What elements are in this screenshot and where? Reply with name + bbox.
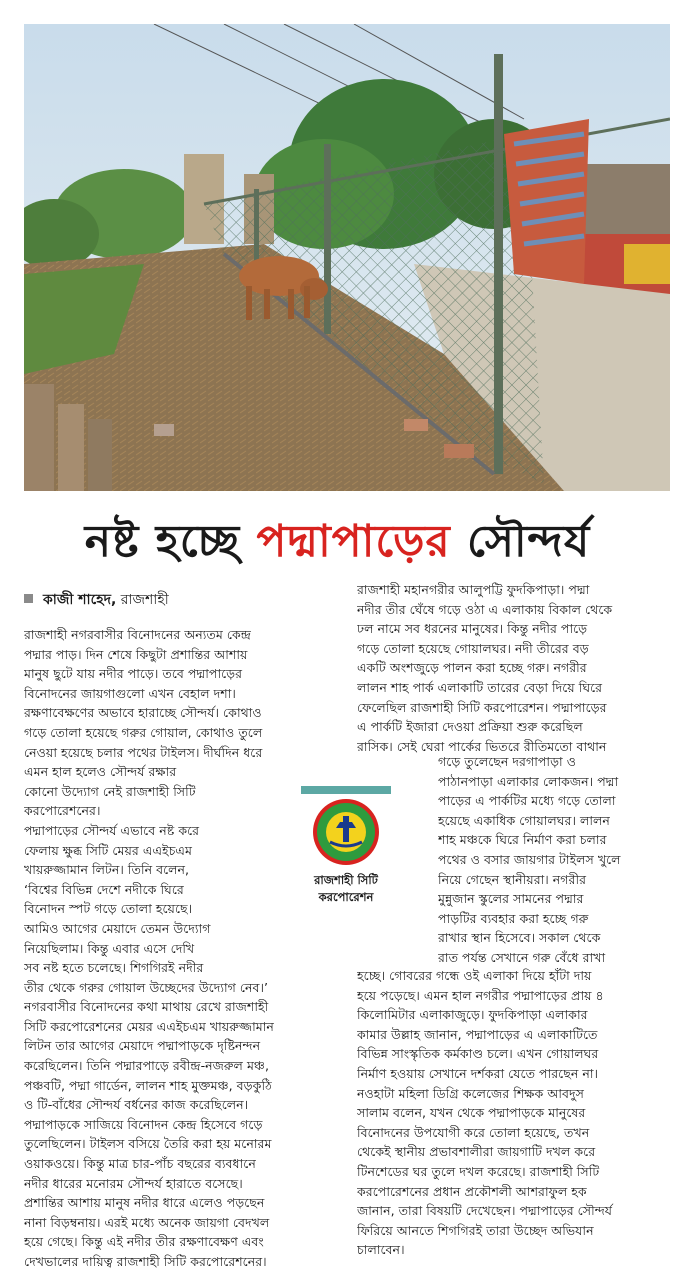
column1-line: রক্ষণাবেক্ষণের অভাবে হারাচ্ছে সৌন্দর্য। কোথাও [24, 705, 262, 721]
column1-line: মানুষ ছুটে যায় নদীর পাড়ে। তবে পদ্মাপাড়ের [24, 666, 243, 682]
column2-line: বিনোদনের উপযোগী করে তোলা হয়েছে, তখন [357, 1124, 590, 1140]
column1-line: নানা বিড়ম্বনায়। এরই মধ্যে অনেক জায়গা বেদখল [24, 1214, 270, 1230]
article-column-2-bottom [357, 966, 669, 1260]
column2-line: পাঠানপাড়া এলাকার লোকজন। পদ্মা [438, 773, 619, 789]
column1-line: দেখভালের দায়িত্ব রাজশাহী সিটি করপোরেশনের। [24, 1254, 267, 1269]
column1-line: সিটি করপোরেশনের মেয়র এএইচএম খায়রুজ্জামান [24, 1018, 274, 1034]
column1-line: তীর থেকে গরুর গোয়াল উচ্ছেদের উদ্যোগ নেব।’ [24, 979, 269, 995]
column1-line: নদীর ধারের মনোরম সৌন্দর্য হারাতে বসেছে। [24, 1175, 243, 1191]
column2-line: কামার উল্লাহ জানান, পদ্মাপাড়ের এ এলাকাটিতে [357, 1026, 598, 1042]
column2-line: ঢল নামে সব ধরনের মানুষের। কিন্তু নদীর পাড়ে [357, 621, 588, 637]
logo-caption-line1: রাজশাহী সিটি [314, 873, 378, 887]
logo-caption [301, 872, 391, 906]
article-column-1 [24, 625, 344, 1272]
column1-line: করপোরেশনের। [24, 803, 101, 819]
column1-line: নিয়েছিলাম। কিন্তু এবার এসে দেখি [24, 940, 195, 956]
column2-line: রাসিক। সেই ঘেরা পার্কের ভিতরে রীতিমতো বাথান [357, 738, 607, 754]
column2-line: এ পার্কটি ইজারা দেওয়া প্রক্রিয়া শুরু করেছিল [357, 719, 583, 735]
column2-line: পাড়টির ব্যবহার করা হচ্ছে গরু [438, 910, 589, 926]
column2-line: কিলোমিটার এলাকাজুড়ে। ফুদকিপাড়া এলাকার [357, 1007, 588, 1023]
column1-line: কোনো উদ্যোগ নেই রাজশাহী সিটি [24, 783, 196, 799]
article-column-2-middle [438, 752, 669, 968]
column1-line: ‘বিশ্বের বিভিন্ন দেশে নদীকে ঘিরে [24, 881, 184, 897]
column2-line: একটি অংশজুড়ে পালন করা হচ্ছে গরু। নগরীর [357, 660, 587, 676]
column1-line: হয়ে গেছে। কিন্তু এই নদীর তীর রক্ষণাবেক্ষণ এবং [24, 1234, 264, 1250]
column2-line: থেকেই স্থানীয় প্রভাবশালীরা জায়গাটি দখল করে [357, 1144, 596, 1160]
column1-line: পঞ্চবটি, পদ্মা গার্ডেন, লালন শাহ মুক্তমঞ্চ, বড়কুঠি [24, 1077, 272, 1093]
byline-place: রাজশাহী [116, 592, 169, 608]
column2-line: বিভিন্ন সাংস্কৃতিক কর্মকাণ্ড চলে। এখন গোয়ালঘর [357, 1046, 599, 1062]
column1-line: এমন হাল হলেও সৌন্দর্য রক্ষার [24, 764, 177, 780]
column2-line: নিয়ে গেছেন স্থানীয়রা। নগরীর [438, 871, 587, 887]
column2-line: রাজশাহী মহানগরীর আলুপট্টি ফুদকিপাড়া। পদ্মা [357, 582, 590, 597]
column2-line: ফেলেছিল রাজশাহী সিটি করপোরেশন। পদ্মাপাড়ের [357, 699, 607, 715]
headline-part3: সৌন্দর্য [450, 516, 591, 567]
column1-line: বিনোদন স্পট গড়ে তোলা হয়েছে। [24, 901, 193, 917]
column2-line: মুন্নুজান স্কুলের সামনের পদ্মার [438, 891, 584, 907]
column1-line: রাজশাহী নগরবাসীর বিনোদনের অন্যতম কেন্দ্র [24, 627, 251, 642]
column2-line: সালাম বলেন, যখন থেকে পদ্মাপাড়কে মানুষের [357, 1105, 586, 1121]
column1-line: নেওয়া হয়েছে চলার পথের টাইলস। দীর্ঘদিন ধরে [24, 744, 263, 760]
column1-line: ও টি-বাঁধের সৌন্দর্য বর্ধনের কাজ করেছিলেন। [24, 1097, 249, 1113]
column1-line: আমিও আগের মেয়াদে তেমন উদ্যোগ [24, 920, 211, 936]
column1-line: ওয়াকওয়ে। কিন্তু মাত্র চার-পাঁচ বছরের ব্যবধানে [24, 1156, 256, 1172]
column1-line: ফেলায় ক্ষুব্ধ সিটি মেয়র এএইচএম [24, 842, 192, 858]
byline-square-icon [24, 594, 33, 603]
column2-line: জানান, তারা বিষয়টি দেখেছেন। পদ্মাপাড়ের সৌন্দর্য [357, 1203, 613, 1219]
column2-line: ফিরিয়ে আনতে শিগগিরই তারা উচ্ছেদ অভিযান [357, 1222, 594, 1238]
column2-line: নওহাটা মহিলা ডিগ্রি কলেজের শিক্ষক আবদুস [357, 1085, 584, 1101]
column1-line: সব নষ্ট হতে চলেছে। শিগগিরই নদীর [24, 960, 204, 976]
column2-line: গড়ে তোলা হয়েছে গোয়ালঘর। নদী তীরের বড় [357, 640, 589, 656]
column1-line: নগরবাসীর বিনোদনের কথা মাথায় রেখে রাজশাহী [24, 999, 269, 1015]
column2-line: রাত পর্যন্ত সেখানে গরু বেঁধে রাখা [438, 949, 606, 965]
column1-line: লিটন তার আগের মেয়াদে পদ্মাপাড়কে দৃষ্টিনন্দন [24, 1038, 261, 1054]
headline-part1: নষ্ট হচ্ছে [84, 516, 257, 567]
column2-line: হয়েছে একাধিক গোয়ালঘর। লালন [438, 812, 610, 828]
column2-line: লালন শাহ পার্ক এলাকাটি তারের বেড়া দিয়ে ঘিরে [357, 679, 603, 695]
city-corporation-emblem-icon [312, 798, 380, 866]
column2-line: নির্মাণ হওয়ায় সেখানে দর্শকরা যেতে পারছেন না। [357, 1065, 599, 1081]
column2-line: গড়ে তুলেছেন দরগাপাড়া ও [438, 754, 576, 769]
column2-line: টিনশেডের ঘর তুলে দখল করেছে। রাজশাহী সিটি [357, 1163, 600, 1179]
byline-author: কাজী শাহেদ, [43, 592, 117, 608]
logo-caption-line2: করপোরেশন [318, 890, 374, 904]
column2-line: চালাবেন। [357, 1242, 405, 1258]
column1-line: পদ্মাপাড়কে সাজিয়ে বিনোদন কেন্দ্র হিসেবে গড়ে [24, 1116, 263, 1132]
column2-line: পাড়ের এ পার্কটির মধ্যে গড়ে তোলা [438, 793, 616, 809]
column2-line: করপোরেশনের প্রধান প্রকৌশলী আশরাফুল হক [357, 1183, 587, 1199]
column1-line: গড়ে তোলা হয়েছে গরুর গোয়াল, কোথাও তুলে [24, 724, 263, 740]
logo-top-bar [301, 786, 391, 794]
article-column-2-top [357, 580, 669, 756]
column2-line: হচ্ছে। গোবরের গন্ধে ওই এলাকা দিয়ে হাঁটা দায় [357, 968, 592, 983]
riverside-fence-photo [24, 24, 670, 491]
headline [0, 508, 675, 581]
column2-line: হয়ে পড়েছে। এমন হাল নগরীর পদ্মাপাড়ের প্রায় ৪ [357, 987, 604, 1003]
column1-line: খায়রুজ্জামান লিটন। তিনি বলেন, [24, 862, 190, 878]
column1-line: করেছিলেন। তিনি পদ্মারপাড়ে রবীন্দ্র-নজরুল মঞ্চ, [24, 1058, 269, 1074]
column1-line: পদ্মাপাড়ের সৌন্দর্য এভাবে নষ্ট করে [24, 822, 200, 838]
column2-line: পথের ও বসার জায়গার টাইলস খুলে [438, 851, 621, 867]
column1-line: প্রশান্তির আশায় মানুষ নদীর ধারে এলেও পড়ছেন [24, 1195, 265, 1211]
column2-line: নদীর তীর ঘেঁষে গড়ে ওঠা এ এলাকায় বিকাল থেকে [357, 601, 613, 617]
headline-highlight: পদ্মাপাড়ের [256, 516, 451, 567]
column1-line: তুলেছিলেন। টাইলস বসিয়ে তৈরি করা হয় মনোরম [24, 1136, 272, 1152]
column1-line: পদ্মার পাড়। দিন শেষে কিছুটা প্রশান্তির আশায় [24, 646, 248, 662]
column1-line: বিনোদনের জায়গাগুলো এখন বেহাল দশা। [24, 685, 236, 701]
news-photo [24, 24, 670, 491]
column2-line: রাখার স্থান হিসেবে। সকাল থেকে [438, 930, 601, 946]
byline [24, 588, 169, 612]
column2-line: শাহ মঞ্চকে ঘিরে নির্মাণ করা চলার [438, 832, 607, 848]
city-corporation-logo-box [301, 786, 391, 920]
